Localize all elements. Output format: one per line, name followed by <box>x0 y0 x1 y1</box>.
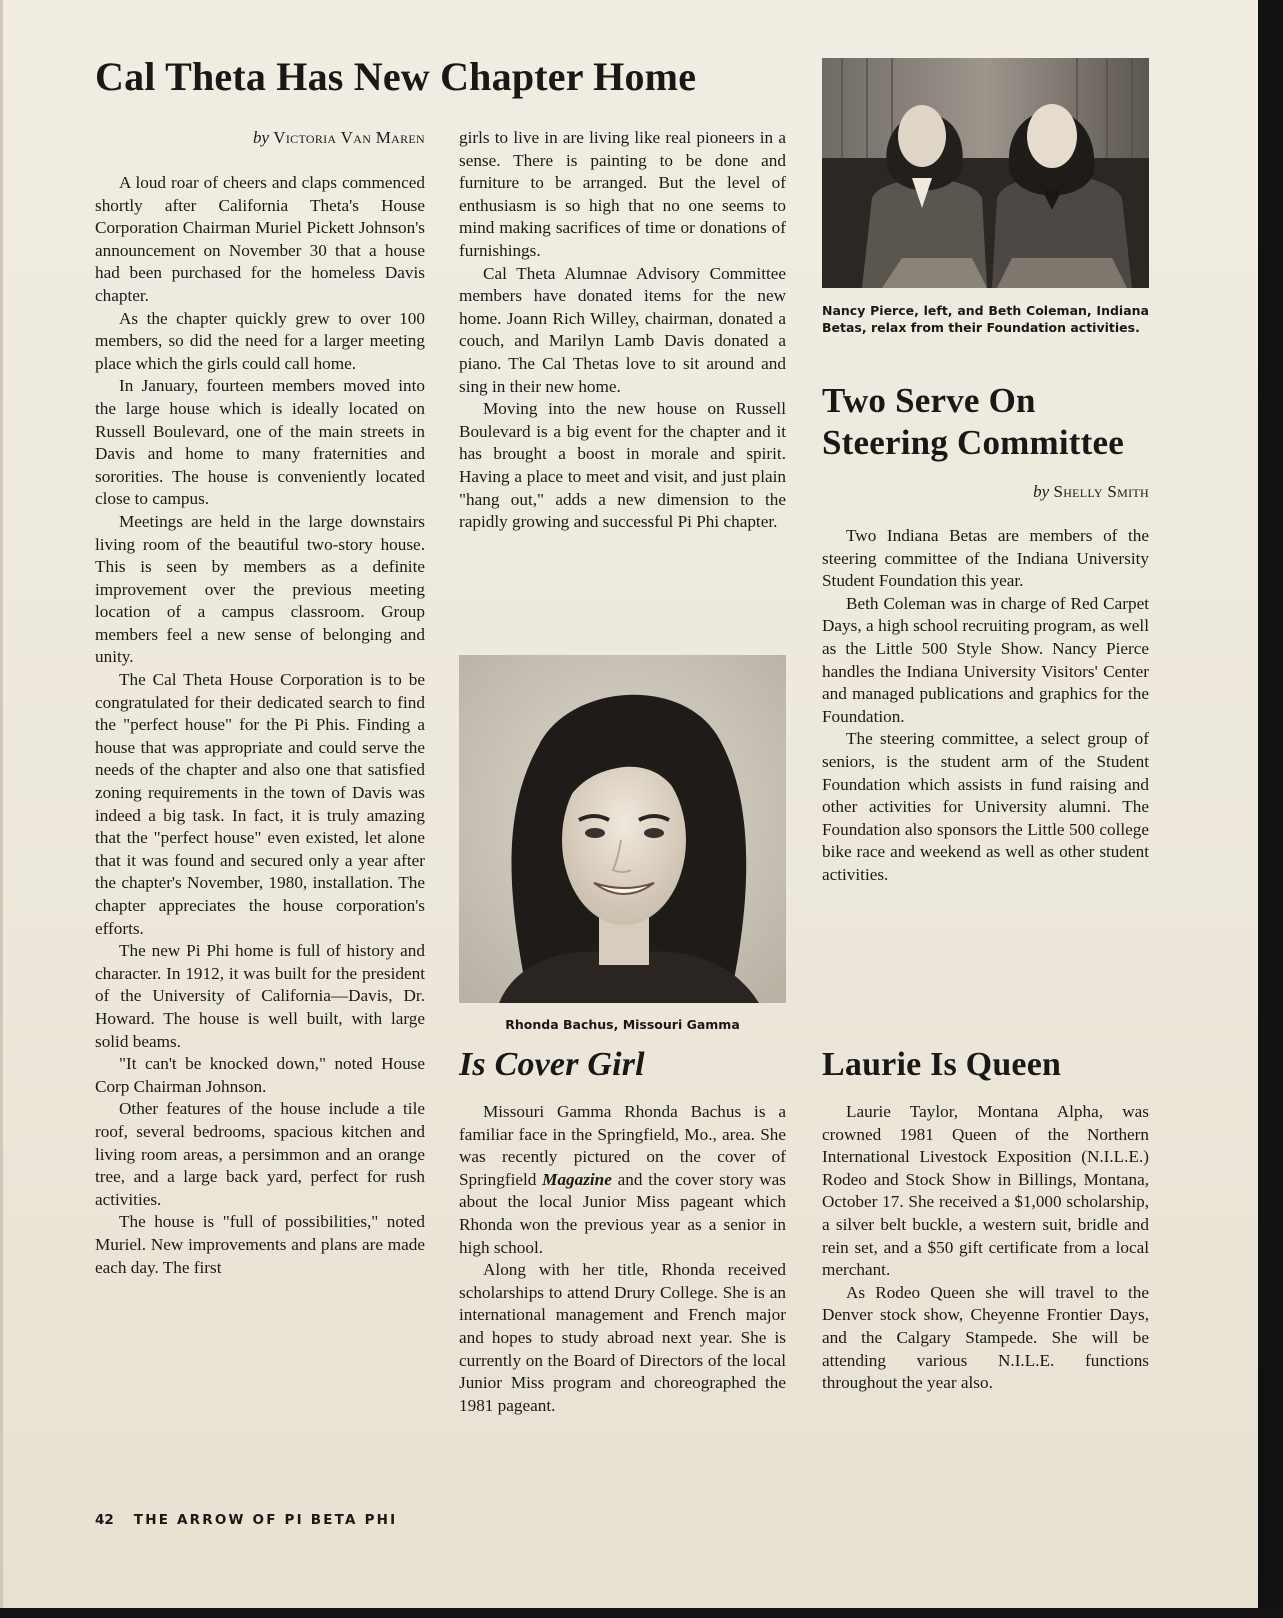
article-paragraph: Two Indiana Betas are members of the steering committee of the Indiana University Student Foundation this year. <box>822 526 1149 591</box>
article-paragraph: As the chapter quickly grew to over 100 members, so did the need for a larger meeting place which the girls could call home. <box>95 308 425 373</box>
page-left-edge <box>0 0 3 1618</box>
cal-theta-headline: Cal Theta Has New Chapter Home <box>95 54 697 99</box>
portrait-illustration <box>459 655 786 1003</box>
article-paragraph: girls to live in are living like real pioneers in a sense. There is painting to be done and furniture to be arranged. But the level of enthusiasm is so high that no one seems to mind making sacrifices of time or donations of furnishings. <box>459 128 786 260</box>
two-women-illustration <box>822 58 1149 288</box>
page-bottom-edge <box>0 1608 1283 1618</box>
article-paragraph: In January, fourteen members moved into the large house which is ideally located on Russell Boulevard, one of the main streets in Davis and home to many fraternities and sororities. The house is conveniently located close to campus. <box>95 376 425 509</box>
publication-name: THE ARROW OF PI BETA PHI <box>133 1512 398 1528</box>
steering-committee-headline <box>822 380 1162 464</box>
byline-author: Shelly Smith <box>1053 482 1149 501</box>
laurie-queen-headline: Laurie Is Queen <box>822 1046 1062 1083</box>
cal-theta-column-1 <box>95 172 425 1279</box>
article-paragraph: The Cal Theta House Corporation is to be congratulated for their dedicated search to find the "perfect house" for the Pi Phis. Finding a house that was appropriate and could serve the needs of the chapter and also one that satisfied zoning requirements in the town of Davis was indeed a big task. In fact, it is truly amazing that the "perfect house" even existed, let alone that it was found and secured only a year after the chapter's November, 1980, installation. The chapter appreciates the house corporation's efforts. <box>95 670 425 938</box>
article-paragraph: The new Pi Phi home is full of history and character. In 1912, it was built for the president of the University of California—Davis, Dr. Howard. The house is well built, with large solid beams. <box>95 941 425 1051</box>
article-paragraph: Meetings are held in the large downstairs living room of the beautiful two-story house. This is seen by members as a definite improvement over the previous meeting location of a campus classroom. Group members feel a new sense of belonging and unity. <box>95 511 425 667</box>
byline-prefix: by <box>1033 482 1050 501</box>
headline-line: Two Serve On <box>822 381 1036 420</box>
page-footer <box>95 1512 397 1528</box>
page-right-edge <box>1258 0 1283 1618</box>
article-paragraph: A loud roar of cheers and claps commenced shortly after California Theta's House Corporation Chairman Muriel Pickett Johnson's announcement on November 30 that a house had been purchased for the homeless Davis chapter. <box>95 173 425 305</box>
article-paragraph: The steering committee, a select group of seniors, is the student arm of the Student Foundation which assists in fund raising and other activities for University alumni. The Foundation also sponsors the Little 500 college bike race and weekend as well as other student activities. <box>822 729 1149 884</box>
article-paragraph: The house is "full of possibilities," noted Muriel. New improvements and plans are made each day. The first <box>95 1212 425 1277</box>
article-paragraph <box>459 1101 786 1259</box>
text-run: Missouri Gamma Rhonda Bachus is a familiar face in the Springfield, Mo., area. She was recently pictured on the cover of Springfield <box>459 1102 786 1189</box>
rhonda-bachus-photo <box>459 655 786 1003</box>
cal-theta-column-2 <box>459 127 786 534</box>
byline-prefix: by <box>252 128 270 147</box>
article-paragraph: Along with her title, Rhonda received scholarships to attend Drury College. She is an international management and French major and hopes to study abroad next year. She is currently on the Board of Directors of the local Junior Miss program and choreographed the 1981 pageant. <box>459 1260 786 1415</box>
steering-byline <box>822 482 1149 502</box>
magazine-title: Magazine <box>542 1169 612 1189</box>
headline-line: Steering Committee <box>822 423 1124 462</box>
article-paragraph: Laurie Taylor, Montana Alpha, was crowned 1981 Queen of the Northern International Livestock Exposition (N.I.L.E.) Rodeo and Stock Show in Billings, Montana, October 17. She received a $1,000 scholarship, a silver belt buckle, a western suit, bridle and rein set, and a $50 gift certificate from a local merchant. <box>822 1102 1149 1280</box>
cal-theta-byline <box>95 128 425 148</box>
article-paragraph: Beth Coleman was in charge of Red Carpet Days, a high school recruiting program, as well as the Little 500 Style Show. Nancy Pierce handles the Indiana University Visitors' Center and managed publications and graphics for the Foundation. <box>822 593 1149 726</box>
article-paragraph: "It can't be knocked down," noted House Corp Chairman Johnson. <box>95 1054 425 1096</box>
byline-author: Victoria Van Maren <box>273 128 425 147</box>
article-paragraph: Moving into the new house on Russell Boulevard is a big event for the chapter and it has brought a boost in morale and spirit. Having a place to meet and visit, and just plain "hang out," adds a new dimension to the rapidly growing and successful Pi Phi chapter. <box>459 399 786 532</box>
text-run: and the cover story was about the local Junior Miss pageant which Rhonda won the previous year as a senior in high school. <box>459 1169 786 1257</box>
article-paragraph: Cal Theta Alumnae Advisory Committee members have donated items for the new home. Joann Rich Willey, chairman, donated a couch, and Marilyn Lamb Davis donated a piano. The Cal Thetas love to sit around and sing in their new home. <box>459 263 786 396</box>
article-paragraph: As Rodeo Queen she will travel to the Denver stock show, Cheyenne Frontier Days, and the Calgary Stampede. She will be attending various N.I.L.E. functions throughout the year also. <box>822 1282 1149 1393</box>
cover-girl-column <box>459 1101 786 1417</box>
rhonda-photo-caption: Rhonda Bachus, Missouri Gamma <box>505 1017 740 1032</box>
pierce-coleman-caption: Nancy Pierce, left, and Beth Coleman, Indiana Betas, relax from their Foundation activities. <box>822 303 1149 335</box>
cover-girl-headline: Is Cover Girl <box>459 1046 645 1083</box>
laurie-column <box>822 1101 1149 1395</box>
page-number: 42 <box>95 1512 114 1528</box>
steering-column <box>822 525 1149 887</box>
article-paragraph: Other features of the house include a tile roof, several bedrooms, spacious kitchen and living room areas, a persimmon and an orange tree, and a large back yard, perfect for rush activities. <box>95 1099 425 1209</box>
pierce-coleman-photo <box>822 58 1149 288</box>
